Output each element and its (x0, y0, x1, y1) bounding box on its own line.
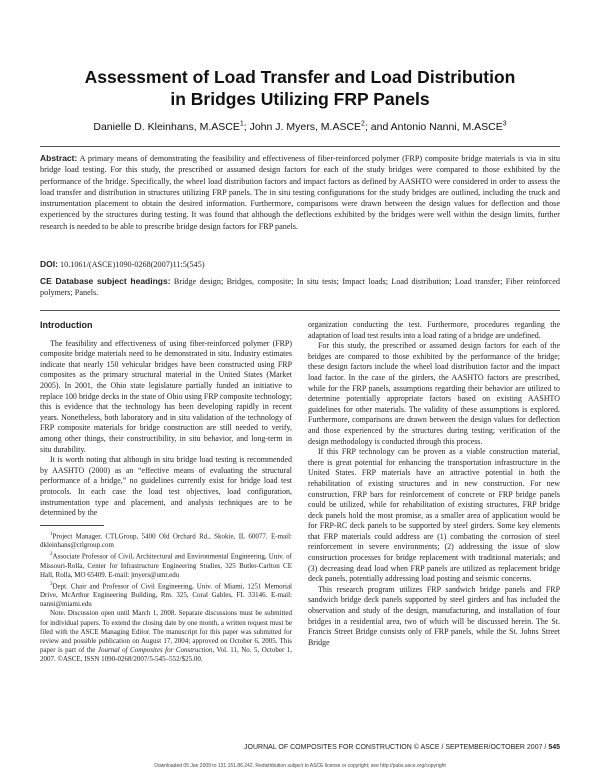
paragraph: For this study, the prescribed or assumed design factors for each of the bridges are compared to those exhibited by the performance of the bridge; these design factors include the wheel load distribution factor and the impact load factor. In the case of the girders, the AASHTO factors are prescribed, while for the FRP panels, assumptions regarding their behavior are utilized to determine potentially appropriate factors based on existing AASHTO guidelines for other materials. The validity of these assumptions is explored. Furthermore, comparisons are drawn between the design values for deflection and those experienced by the structures during testing; verification of the design methodology is conducted through this process. (308, 341, 560, 446)
paragraph: The feasibility and effectiveness of using fiber-reinforced polymer (FRP) composite bridge materials need to be demonstrated in situ. Industry estimates indicate that nearly 150 vehicular bridges have been constructed using FRP composites as the primary structural material in the United States (Market 2005). In 2001, the Ohio state legislature partially funded an initiative to replace 100 bridge decks in the state of Ohio using FRP composite technology; this is evidence that the technology has been developing rapidly in recent years. Nonetheless, both laboratory and in situ validation of the technology of FRP composite materials for bridge construction are still needed to verify, among other things, their constructibility, in situ behavior, and long-term in situ durability. (40, 338, 292, 454)
footnote: $^1$Project Manager, CTLGroup, 5400 Old Orchard Rd., Skokie, IL 60077. E-mail: dkleinhans@ctlgroup.com (40, 531, 292, 550)
doi (40, 259, 560, 270)
paragraph: This research program utilizes FRP sandwich bridge panels and FRP sandwich bridge deck panels supported by steel girders and has included the observation and study of the design, manufacturing, and installation of four bridges in a residential area, two of which will be discussed herein. The St. Francis Street Bridge consists only of FRP panels, while the St. Johns Street Bridge (308, 584, 560, 647)
footnote: $^2$Associate Professor of Civil, Architectural and Environmental Engineering, Univ. of Missouri-Rolla, Center for Infrastructure Engineering Studies, 325 Butler-Carlton CE Hall, Rolla, MO 65409. E-mail: jmyers@umr.edu (40, 552, 292, 579)
paragraph: If this FRP technology can be proven as a viable construction material, there is great potential for enhancing the transportation infrastructure in the United States. FRP materials have an attractive potential in both the rehabilitation of existing structures and in new construction. For new construction, FRP bars for reinforcement of concrete or FRP bridge panels could be utilized, while for rehabilitation of existing structures, FRP bridge deck panels hold the most promise, as a smaller area of application would be for FRP-RC deck panels to be supported by steel girders. Some key elements that FRP materials could address are (1) combating the corrosion of steel reinforcement in severe environments; (2) addressing the issue of slow construction processes for bridge replacement with traditional materials; and (3) decreasing dead load when FRP panels are utilized as replacement bridge deck panels, potentially addressing load posting and seismic concerns. (308, 447, 560, 584)
footnotes (40, 530, 292, 664)
footnote-rule (40, 525, 104, 526)
subject-label: CE Database subject headings: (40, 276, 171, 286)
paper-title (40, 66, 560, 110)
title-line-2: in Bridges Utilizing FRP Panels (170, 89, 430, 109)
journal-name: Journal of Composites for Construction (97, 645, 213, 654)
doi-label: DOI: (40, 259, 58, 269)
left-column (40, 320, 292, 664)
title-line-1: Assessment of Load Transfer and Load Distribution (84, 67, 516, 87)
subject-headings (40, 276, 560, 299)
section-rule (40, 310, 560, 311)
author-list (40, 121, 560, 133)
download-notice: Downloaded 05 Jan 2009 to 131.151.86.242. Redistribution subject to ASCE license or copyright; see http://pubs.asce.org/copyright (154, 763, 446, 769)
author-3: Antonio Nanni, M.ASCE$^3$ (390, 120, 507, 133)
author-2: John J. Myers, M.ASCE$^2$; and (249, 120, 391, 133)
editorial-note: Note. Discussion open until March 1, 2008. Separate discussions must be submitted for individual papers. To extend the closing date by one month, a written request must be filed with the ASCE Managing Editor. The manuscript for this paper was submitted for review and possible publication on August 17, 2004; approved on October 6, 2005. This paper is part of the Journal of Composites for Construction, Vol. 11, No. 5, October 1, 2007. ©ASCE, ISSN 1090-0268/2007/5-545–552/$25.00. (40, 609, 293, 663)
abstract-label: Abstract: (40, 153, 78, 163)
intro-heading: Introduction (40, 320, 93, 330)
journal-footer (244, 744, 560, 751)
abstract-text: A primary means of demonstrating the feasibility and effectiveness of fiber-reinforced polymer (FRP) composite bridge materials is via in situ bridge load testing. For this study, the prescribed or assumed design factors for each of the study bridges were compared to those exhibited by the performance of the bridge. Specifically, the wheel load distribution factors and impact factors as defined by AASHTO were considered in order to assess the load transfer and distribution in structures utilizing FRP panels. The in situ testing configurations for the study bridges are outlined, including the truck and instrumentation placement to obtain the desired information. Furthermore, comparisons were drawn between the design values for deflection and those experienced by the structures during testing. It was found that although the deflections exhibited by the bridges were well within the design limits, further research is needed to be able to prescribe bridge design factors for FRP panels. (40, 154, 560, 231)
footnote: $^3$Dept. Chair and Professor of Civil Engineering, Univ. of Miami, 1251 Memorial Drive, McArthur Engineering Building, Rm. 325, Coral Gables, FL 33146. E-mail: nanni@miami.edu (40, 581, 292, 609)
paragraph: It is worth noting that although in situ bridge load testing is recommended by AASHTO (2000) as an “effective means of evaluating the structural performance of a bridge,” no guidelines currently exist for bridge load test protocols. In each case the load test objectives, load configuration, instrumentation type and placement, and analysis techniques are to be determined by the (40, 455, 292, 518)
right-column (308, 320, 560, 648)
doi-value[interactable]: 10.1061/(ASCE)1090-0268(2007)11:5(545) (60, 260, 205, 269)
footer-journal: JOURNAL OF COMPOSITES FOR CONSTRUCTION © ASCE / SEPTEMBER/OCTOBER 2007 / (244, 744, 549, 751)
top-rule (40, 146, 560, 147)
paragraph: organization conducting the test. Furthermore, procedures regarding the adaptation of load test results into a load rating of a bridge are undefined. (308, 320, 560, 340)
page-number: 545 (548, 744, 560, 751)
abstract (40, 153, 560, 232)
author-1: Danielle D. Kleinhans, M.ASCE$^1$; (93, 120, 250, 133)
subject-text: Bridge design; Bridges, composite; In situ tests; Impact loads; Load distribution; Load transfer; Fiber reinforced polymers; Panels. (40, 277, 561, 298)
